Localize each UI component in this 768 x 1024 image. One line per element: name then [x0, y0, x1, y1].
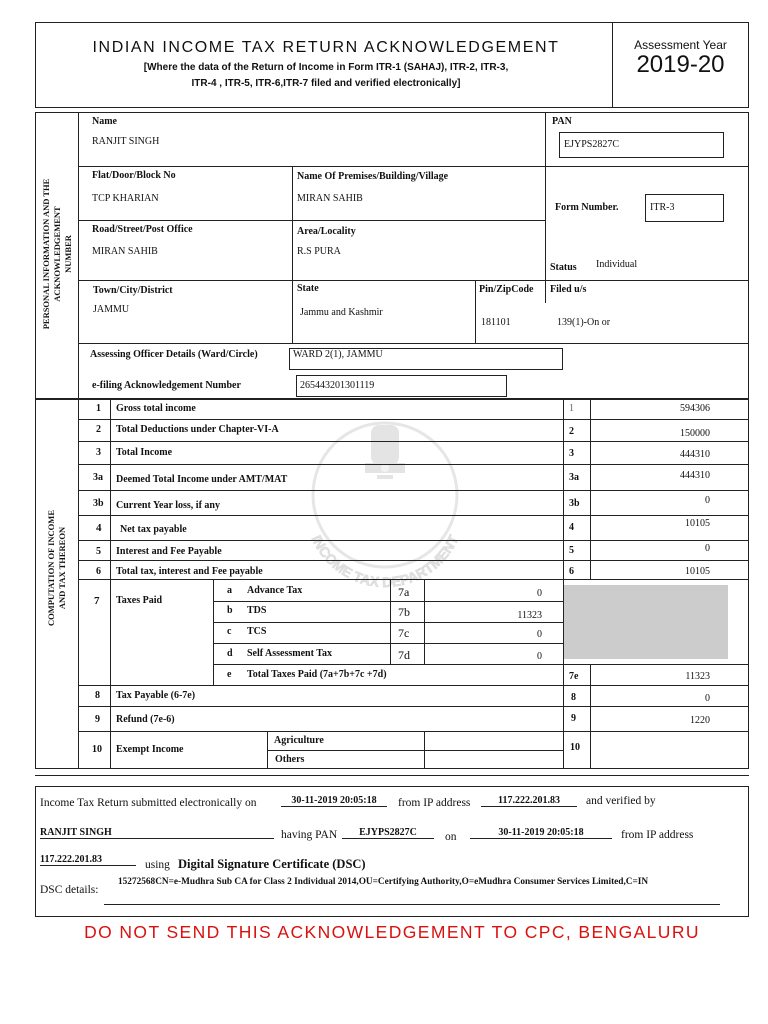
row9-code: 9	[571, 713, 576, 724]
taxes-paid-row-line	[213, 643, 563, 644]
town-label: Town/City/District	[93, 285, 173, 296]
row-value: 0	[705, 495, 710, 506]
computation-row-line	[78, 441, 749, 442]
exempt-row-line	[267, 750, 563, 751]
row-label: Net tax payable	[120, 524, 187, 535]
row7e-label: Total Taxes Paid (7a+7b+7c +7d)	[247, 669, 387, 680]
row-value: 594306	[680, 403, 710, 414]
dsc-details-label: DSC details:	[40, 884, 99, 896]
row10-label: Exempt Income	[116, 744, 184, 755]
row-no: 1	[96, 403, 101, 414]
flat-value: TCP KHARIAN	[92, 193, 159, 204]
ao-label: Assessing Officer Details (Ward/Circle)	[90, 349, 258, 360]
row8-value: 0	[705, 693, 710, 704]
computation-row-line	[78, 685, 749, 686]
taxes-paid-code: 7c	[398, 626, 410, 640]
computation-row-line	[78, 515, 749, 516]
name-value: RANJIT SINGH	[92, 136, 160, 147]
taxes-paid-row-line	[213, 664, 749, 665]
computation-section-label-2: AND TAX THEREON	[57, 526, 67, 610]
row-no: 3b	[93, 498, 104, 509]
taxes-paid-value: 0	[537, 588, 542, 599]
row-label: Total Income	[116, 447, 173, 458]
computation-row-line	[78, 731, 749, 732]
computation-row-line	[78, 540, 749, 541]
row8-no: 8	[95, 690, 100, 701]
status-value: Individual	[596, 259, 638, 270]
row-no: 3a	[93, 472, 103, 483]
road-label: Road/Street/Post Office	[92, 224, 193, 235]
personal-row-divider	[78, 280, 749, 281]
taxes-paid-code: 7b	[398, 605, 410, 619]
personal-section-label-2: ACKNOWLEDGEMENT	[52, 206, 62, 302]
assessment-year-label: Assessment Year	[634, 38, 727, 52]
name-label: Name	[92, 116, 117, 127]
ip-address-2: 117.222.201.83	[40, 854, 136, 866]
row7-label: Taxes Paid	[116, 595, 163, 606]
personal-section-label-3: NUMBER	[63, 235, 73, 273]
row-no: 6	[96, 566, 101, 577]
row-value: 444310	[680, 449, 710, 460]
row10-others-label: Others	[275, 754, 305, 765]
form-subtitle-line1: [Where the data of the Return of Income in Form ITR-1 (SAHAJ), ITR-2, ITR-3,	[143, 62, 509, 73]
premises-label: Name Of Premises/Building/Village	[297, 171, 449, 182]
taxes-paid-label: Advance Tax	[247, 585, 303, 596]
submitted-on-value: 30-11-2019 20:05:18	[281, 795, 387, 807]
row9-label: Refund (7e-6)	[116, 714, 175, 725]
taxes-paid-row-line	[213, 601, 563, 602]
area-label: Area/Locality	[297, 226, 356, 237]
computation-row-line	[78, 560, 749, 561]
row-no: 5	[96, 546, 101, 557]
personal-row-divider	[78, 220, 545, 221]
row-value: 0	[705, 543, 710, 554]
verified-on-value: 30-11-2019 20:05:18	[470, 827, 612, 839]
taxes-paid-letter: b	[227, 605, 233, 616]
row-value: 444310	[680, 470, 710, 481]
computation-row-line	[78, 419, 749, 420]
taxes-paid-value: 0	[537, 651, 542, 662]
row-label: Gross total income	[116, 403, 196, 414]
row10-agriculture-label: Agriculture	[274, 735, 324, 746]
pan-value: EJYPS2827C	[564, 139, 620, 150]
row-code: 6	[569, 566, 574, 577]
dsc-method: Digital Signature Certificate (DSC)	[178, 857, 366, 871]
personal-row-divider	[545, 166, 749, 167]
taxes-paid-code: 7a	[398, 585, 410, 599]
row7e-letter: e	[227, 669, 232, 680]
personal-row-divider	[78, 343, 749, 344]
state-label: State	[297, 283, 319, 294]
do-not-send-warning: DO NOT SEND THIS ACKNOWLEDGEMENT TO CPC, BENGALURU	[84, 922, 700, 942]
filed-label: Filed u/s	[550, 284, 587, 295]
taxes-paid-value: 11323	[517, 610, 542, 621]
ack-label: e-filing Acknowledgement Number	[92, 380, 241, 391]
form-title: INDIAN INCOME TAX RETURN ACKNOWLEDGEMENT	[92, 39, 560, 56]
row-no: 2	[96, 424, 101, 435]
dsc-details-value: 15272568CN=e-Mudhra Sub CA for Class 2 Individual 2014,OU=Certifying Authority,O=eMudhra Consumer Services Limited,C=IN	[118, 877, 649, 887]
verifier-name: RANJIT SINGH	[40, 827, 274, 839]
row8-code: 8	[571, 692, 576, 703]
taxes-paid-shaded-cell	[564, 585, 728, 659]
row-value: 10105	[685, 518, 710, 529]
state-value: Jammu and Kashmir	[300, 307, 383, 318]
form-number-value: ITR-3	[650, 202, 675, 213]
verified-by-label: and verified by	[586, 795, 656, 807]
taxes-paid-letter: c	[227, 626, 232, 637]
row-value: 10105	[685, 566, 710, 577]
row-no: 3	[96, 447, 101, 458]
computation-row-line	[78, 579, 749, 580]
having-pan-label: having PAN	[281, 829, 338, 841]
road-value: MIRAN SAHIB	[92, 246, 158, 257]
submitted-prefix: Income Tax Return submitted electronically on	[40, 797, 257, 809]
row-no: 4	[96, 522, 102, 534]
taxes-paid-letter: a	[227, 585, 232, 596]
from-ip-label-1: from IP address	[398, 797, 471, 809]
row10-no: 10	[92, 744, 102, 755]
status-label: Status	[550, 262, 577, 273]
area-value: R.S PURA	[297, 246, 341, 257]
computation-row-line	[78, 706, 749, 707]
row-code: 3b	[569, 498, 580, 509]
taxes-paid-value: 0	[537, 629, 542, 640]
income-tax-department-watermark	[285, 395, 485, 605]
ack-value: 265443201301119	[300, 380, 375, 391]
pan-column-divider	[545, 112, 546, 303]
computation-row-line	[78, 464, 749, 465]
from-ip-label-2: from IP address	[621, 829, 694, 841]
on-label: on	[445, 831, 457, 843]
computation-section-label-1: COMPUTATION OF INCOME	[46, 510, 56, 627]
personal-label-divider	[78, 112, 79, 399]
row-code: 4	[569, 522, 574, 533]
value-column-divider	[590, 664, 591, 769]
personal-col-divider	[475, 280, 476, 343]
personal-section-label-1: PERSONAL INFORMATION AND THE	[41, 178, 51, 330]
ao-value: WARD 2(1), JAMMU	[293, 349, 383, 360]
row-code: 3a	[569, 472, 579, 483]
assessment-year-value: 2019-20	[636, 51, 725, 78]
dsc-details-underline	[104, 904, 720, 905]
value-column-divider	[590, 399, 591, 579]
row-label: Interest and Fee Payable	[116, 546, 222, 557]
row7-no: 7	[94, 595, 100, 607]
row-code: 5	[569, 545, 574, 556]
form-subtitle-line2: ITR-4 , ITR-5, ITR-6,ITR-7 filed and verified electronically]	[191, 78, 461, 89]
pin-label: Pin/ZipCode	[479, 284, 534, 295]
computation-label-divider	[78, 399, 79, 769]
row-label: Current Year loss, if any	[116, 500, 220, 511]
code-column-divider	[563, 399, 564, 769]
computation-row-line	[78, 490, 749, 491]
flat-label: Flat/Door/Block No	[92, 170, 176, 181]
taxes-paid-label: TCS	[247, 626, 267, 637]
taxes-paid-label: Self Assessment Tax	[247, 648, 333, 659]
taxes-paid-letter: d	[227, 648, 233, 659]
verification-separator	[35, 775, 749, 776]
personal-row-divider	[78, 166, 545, 167]
pan-label: PAN	[552, 116, 572, 127]
row7e-code: 7e	[569, 671, 579, 682]
using-label: using	[145, 859, 170, 871]
row10-code: 10	[570, 742, 580, 753]
taxes-paid-subdivider	[213, 579, 214, 685]
ashoka-emblem-icon	[365, 425, 405, 479]
row-code: 3	[569, 448, 574, 459]
personal-section-label	[41, 134, 77, 374]
ip-address-1: 117.222.201.83	[481, 795, 577, 807]
watermark-text: INCOME TAX DEPARTMENT	[308, 532, 462, 591]
pin-value: 181101	[481, 317, 511, 328]
row-label: Deemed Total Income under AMT/MAT	[116, 474, 288, 485]
verifier-pan: EJYPS2827C	[342, 827, 434, 839]
row-code: 1	[569, 403, 574, 414]
row7e-value: 11323	[685, 671, 710, 682]
taxes-paid-code: 7d	[398, 648, 410, 662]
personal-col-divider	[292, 166, 293, 344]
row8-label: Tax Payable (6-7e)	[116, 690, 196, 701]
row-label: Total Deductions under Chapter-VI-A	[116, 424, 279, 435]
computation-section-label	[46, 448, 72, 688]
form-number-label: Form Number.	[555, 202, 619, 213]
taxes-paid-label: TDS	[247, 605, 267, 616]
row-label: Total tax, interest and Fee payable	[116, 566, 263, 577]
no-column-divider	[110, 399, 111, 769]
row-value: 150000	[680, 428, 710, 439]
row9-no: 9	[95, 714, 100, 725]
taxes-paid-row-line	[213, 622, 563, 623]
premises-value: MIRAN SAHIB	[297, 193, 363, 204]
row-code: 2	[569, 426, 574, 437]
town-value: JAMMU	[93, 304, 130, 315]
row9-value: 1220	[690, 715, 710, 726]
filed-value: 139(1)-On or	[557, 317, 611, 328]
